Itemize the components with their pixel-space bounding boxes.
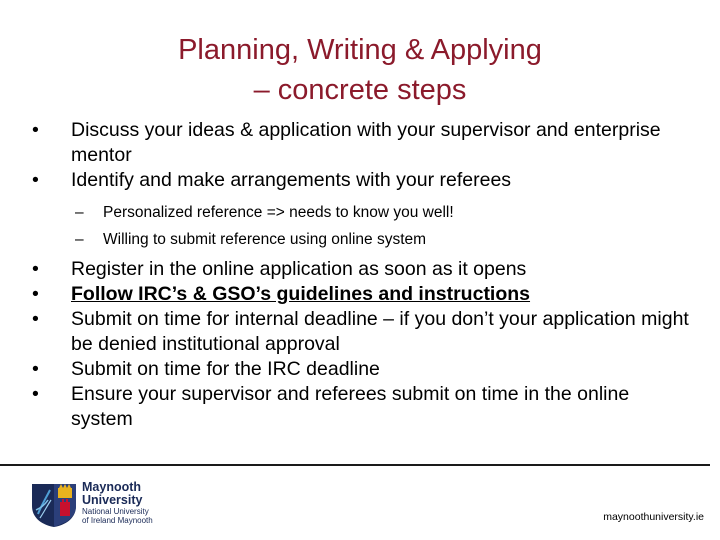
bullet-text: Submit on time for internal deadline – if you don’t your application might be denied institutional approval xyxy=(71,308,689,355)
sub-bullet-item xyxy=(30,199,690,226)
bullet-marker: • xyxy=(32,119,39,141)
bullet-text: Discuss your ideas & application with your supervisor and enterprise mentor xyxy=(71,119,661,166)
bullet-item xyxy=(30,168,690,193)
bullet-marker: • xyxy=(32,383,39,405)
bullet-list xyxy=(30,118,690,432)
title-line-1: Planning, Writing & Applying xyxy=(178,34,542,66)
logo-wordmark xyxy=(82,481,172,525)
bullet-item xyxy=(30,307,690,357)
sub-bullet-item xyxy=(30,226,690,253)
bullet-marker: • xyxy=(32,358,39,380)
bullet-text: Submit on time for the IRC deadline xyxy=(71,358,380,380)
logo-irish-line-2: of Ireland Maynooth xyxy=(82,516,153,525)
bullet-item xyxy=(30,118,690,168)
sub-bullet-text: Willing to submit reference using online system xyxy=(103,231,427,248)
bullet-text-emphasized: Follow IRC’s & GSO’s guidelines and instructions xyxy=(71,283,531,305)
crest-icon xyxy=(30,480,78,528)
footer-url: maynoothuniversity.ie xyxy=(603,511,704,523)
sub-bullet-text: Personalized reference => needs to know you well! xyxy=(103,204,454,221)
logo-irish-line-1: National University xyxy=(82,507,149,516)
bullet-marker: • xyxy=(32,308,39,330)
title-line-2: – concrete steps xyxy=(253,74,467,106)
bullet-text: Identify and make arrangements with your referees xyxy=(71,169,512,191)
university-logo xyxy=(30,478,160,528)
sub-bullet-list xyxy=(30,199,690,253)
bullet-item xyxy=(30,257,690,282)
bullet-text: Ensure your supervisor and referees submit on time in the online system xyxy=(71,383,630,430)
bullet-item xyxy=(30,382,690,432)
sub-bullet-marker: – xyxy=(75,231,84,248)
bullet-item xyxy=(30,357,690,382)
bullet-marker: • xyxy=(32,283,39,305)
bullet-item xyxy=(30,282,690,307)
sub-bullet-marker: – xyxy=(75,204,84,221)
bullet-marker: • xyxy=(32,258,39,280)
slide-title xyxy=(60,30,660,110)
bullet-marker: • xyxy=(32,169,39,191)
bullet-text: Register in the online application as soon as it opens xyxy=(71,258,527,280)
logo-name-line-1: Maynooth xyxy=(82,480,142,494)
logo-name-line-2: University xyxy=(82,493,143,507)
footer-divider xyxy=(0,464,710,466)
